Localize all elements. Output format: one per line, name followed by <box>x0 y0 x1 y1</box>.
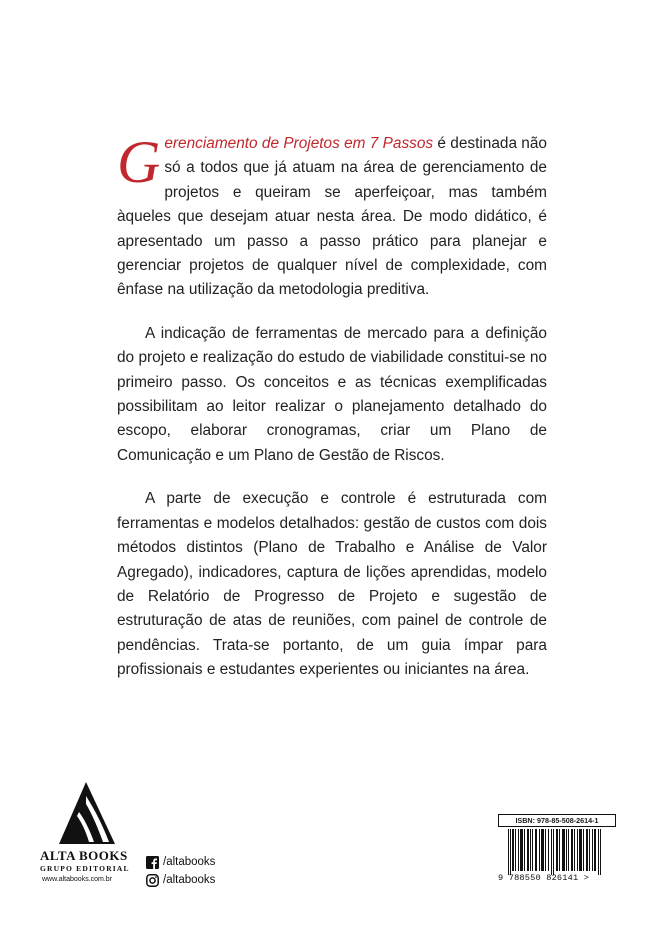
intro-body: é destinada não só a todos que já atuam na área de gerenciamento de projetos e queiram se aperfeiçoar, mas também àqueles que desejam atuar nesta área. De modo didático, é apresentado um passo a passo prático para planejar e gerenciar projetos de qualquer nível de complexidade, com ênfase na utilização da metodologia preditiva. <box>117 135 547 299</box>
synopsis-text <box>117 129 547 702</box>
publisher-name: ALTA BOOKS <box>40 848 128 863</box>
barcode-digits: 9 788550 826141 > <box>498 873 590 883</box>
publisher-website: www.altabooks.com.br <box>42 876 113 883</box>
instagram-icon <box>146 874 159 887</box>
intro-paragraph <box>117 129 547 303</box>
paragraph-3: A parte de execução e controle é estruturada com ferramentas e modelos detalhados: gestão de custos com dois métodos distintos (Plano de Trabalho e Análise de Valor Agregado), indicadores, captura de lições aprendidas, modelo de Relatório de Progresso de Projeto e sugestão de estruturação de atas de reuniões, com painel de controle de pendências. Trata-se portanto, de um guia ímpar para profissionais e estudantes experientes ou iniciantes na área. <box>117 490 547 679</box>
publisher-logo <box>22 782 142 844</box>
drop-cap: G <box>117 129 161 195</box>
instagram-handle: /altabooks <box>163 874 216 886</box>
isbn-label: ISBN: 978-85-508-2614-1 <box>498 814 616 827</box>
facebook-handle: /altabooks <box>163 856 216 868</box>
paragraph-2: A indicação de ferramentas de mercado para a definição do projeto e realização do estudo de viabilidade constitui-se no primeiro passo. Os conceitos e as técnicas exemplificadas possibilitam ao leitor realizar o planejamento detalhado do escopo, elaborar cronogramas, criar um Plano de Comunicação e um Plano de Gestão de Riscos. <box>117 324 547 464</box>
publisher-subtitle: GRUPO EDITORIAL <box>40 864 130 873</box>
book-title: erenciamento de Projetos em 7 Passos <box>164 135 434 152</box>
social-facebook <box>146 855 215 869</box>
triangle-logo-icon <box>59 782 115 844</box>
facebook-icon <box>146 856 159 869</box>
social-instagram <box>146 873 215 887</box>
barcode-icon <box>504 829 608 875</box>
barcode-area <box>498 814 616 886</box>
